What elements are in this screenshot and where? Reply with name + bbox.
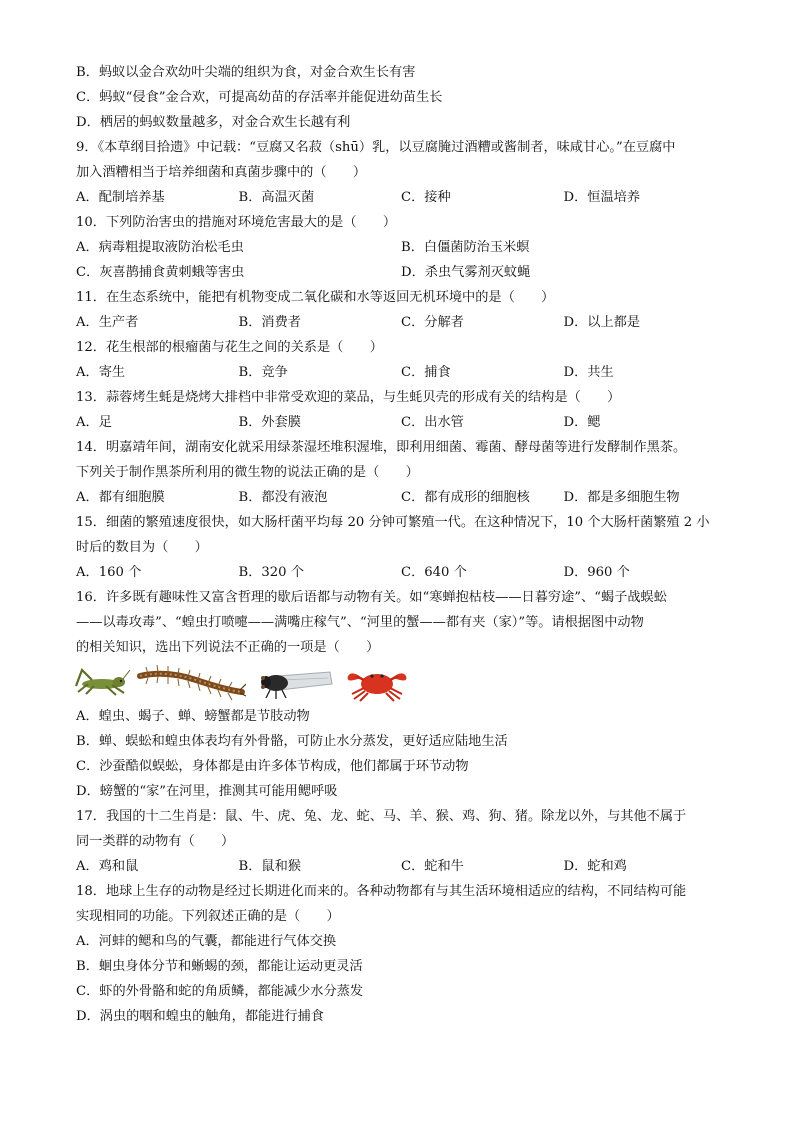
q12-options: [76, 360, 726, 385]
q11-option-d: D．以上都是: [563, 315, 641, 330]
q18-option-d: D．涡虫的咽和蝗虫的触角，都能进行捕食: [76, 1009, 324, 1024]
q15-option-d: D．960 个: [563, 565, 630, 580]
q16-animal-images: [76, 660, 726, 704]
q18-option-c: C．虾的外骨骼和蛇的角质鳞，都能减少水分蒸发: [76, 984, 364, 999]
q18-stem-line2: 实现相同的功能。下列叙述正确的是（ ）: [76, 909, 340, 924]
q17-stem-line1: 17．我国的十二生肖是：鼠、牛、虎、兔、龙、蛇、马、羊、猴、鸡、狗、猪。除龙以外，与其他不属于: [76, 809, 687, 824]
q11-options: [76, 310, 726, 335]
option-b: B．蚂蚁以金合欢幼叶尖端的组织为食，对金合欢生长有害: [76, 65, 416, 80]
q13-stem: 13．蒜蓉烤生蚝是烧烤大排档中非常受欢迎的菜品，与生蚝贝壳的形成有关的结构是（ ）: [76, 390, 621, 405]
q14-stem-line2: 下列关于制作黑茶所利用的微生物的说法正确的是（ ）: [76, 465, 419, 480]
q12-option-a: A．寄生: [76, 365, 126, 380]
q11-option-a: A．生产者: [76, 315, 139, 330]
q10-option-d: D．杀虫气雾剂灭蚊蝇: [401, 265, 531, 280]
q16-stem-line1: 16．许多既有趣味性又富含哲理的歇后语都与动物有关。如“寒蝉抱枯枝——日暮穷途”、“蝎子战蜈蚣: [76, 590, 667, 605]
q16-option-d: D．螃蟹的“家”在河里，推测其可能用鳃呼吸: [76, 784, 338, 799]
q16-option-c: C．沙蚕酷似蜈蚣，身体都是由许多体节构成，他们都属于环节动物: [76, 759, 469, 774]
q16-option-a: A．蝗虫、蝎子、蝉、螃蟹都是节肢动物: [76, 709, 310, 724]
q12-option-c: C．捕食: [401, 365, 451, 380]
q17-option-b: B．鼠和猴: [238, 859, 301, 874]
exam-page: [76, 60, 726, 1029]
q9-option-d: D．恒温培养: [563, 190, 641, 205]
option-c: C．蚂蚁“侵食”金合欢，可提高幼苗的存活率并能促进幼苗生长: [76, 90, 443, 105]
q18-option-b: B．蛔虫身体分节和蜥蜴的颈，都能让运动更灵活: [76, 959, 363, 974]
q10-stem: 10．下列防治害虫的措施对环境危害最大的是（ ）: [76, 215, 397, 230]
q13-options: [76, 410, 726, 435]
centipede-icon: [136, 662, 246, 702]
q17-option-d: D．蛇和鸡: [563, 859, 627, 874]
q14-stem-line1: 14．明嘉靖年间，湖南安化就采用绿茶湿坯堆积渥堆，即利用细菌、霉菌、酵母菌等进行发酵制作黑茶。: [76, 440, 687, 455]
q10-option-a: A．病毒粗提取液防治松毛虫: [76, 240, 244, 255]
q10-options-row2: [76, 260, 726, 285]
q11-option-b: B．消费者: [238, 315, 301, 330]
q10-options-row1: [76, 235, 726, 260]
grasshopper-icon: [72, 662, 132, 702]
q9-option-a: A．配制培养基: [76, 190, 165, 205]
q17-option-c: C．蛇和牛: [401, 859, 464, 874]
q9-option-b: B．高温灭菌: [238, 190, 315, 205]
q15-stem-line2: 时后的数目为（ ）: [76, 540, 208, 555]
q14-option-a: A．都有细胞膜: [76, 490, 165, 505]
q14-option-c: C．都有成形的细胞核: [401, 490, 530, 505]
q10-option-b: B．白僵菌防治玉米螟: [401, 240, 530, 255]
q17-options: [76, 854, 726, 879]
cicada-icon: [254, 662, 334, 702]
q15-stem-line1: 15．细菌的繁殖速度很快，如大肠杆菌平均每 20 分钟可繁殖一代。在这种情况下，10 个大肠杆菌繁殖 2 小: [76, 515, 710, 530]
q12-option-b: B．竞争: [238, 365, 288, 380]
q17-stem-line2: 同一类群的动物有（ ）: [76, 834, 235, 849]
q13-option-c: C．出水管: [401, 415, 464, 430]
q14-option-d: D．都是多细胞生物: [563, 490, 680, 505]
q16-option-b: B．蝉、蜈蚣和蝗虫体表均有外骨骼，可防止水分蒸发，更好适应陆地生活: [76, 734, 508, 749]
q18-stem-line1: 18．地球上生存的动物是经过长期进化而来的。各种动物都有与其生活环境相适应的结构，不同结构可能: [76, 884, 687, 899]
q13-option-a: A．足: [76, 415, 112, 430]
q13-option-b: B．外套膜: [238, 415, 301, 430]
q10-option-c: C．灰喜鹊捕食黄刺蛾等害虫: [76, 265, 245, 280]
q15-option-a: A．160 个: [76, 565, 142, 580]
q17-option-a: A．鸡和鼠: [76, 859, 139, 874]
q13-option-d: D．鳃: [563, 415, 601, 430]
crab-icon: [342, 662, 412, 702]
q12-option-d: D．共生: [563, 365, 614, 380]
q15-options: [76, 560, 726, 585]
q9-options: [76, 185, 726, 210]
q11-option-c: C．分解者: [401, 315, 464, 330]
option-d: D．栖居的蚂蚁数量越多，对金合欢生长越有利: [76, 115, 351, 130]
q14-options: [76, 485, 726, 510]
q15-option-b: B．320 个: [238, 565, 304, 580]
q9-option-c: C．接种: [401, 190, 451, 205]
q11-stem: 11．在生态系统中，能把有机物变成二氧化碳和水等返回无机环境中的是（ ）: [76, 290, 555, 305]
q9-stem-line1: 9．《本草纲目拾遗》中记载：“豆腐又名菽（shū）乳，以豆腐腌过酒糟或酱制者，味咸甘心。”在豆腐中: [76, 140, 676, 155]
q9-stem-line2: 加入酒糟相当于培养细菌和真菌步骤中的（ ）: [76, 165, 367, 180]
q14-option-b: B．都没有液泡: [238, 490, 328, 505]
q12-stem: 12．花生根部的根瘤菌与花生之间的关系是（ ）: [76, 340, 383, 355]
q18-option-a: A．河蚌的鳃和鸟的气囊，都能进行气体交换: [76, 934, 337, 949]
q16-stem-line2: ——以毒攻毒”、“蝗虫打喷嚏——满嘴庄稼气”、“河里的蟹——都有夹（家）”等。请根据图中动物: [76, 615, 644, 630]
q15-option-c: C．640 个: [401, 565, 467, 580]
q16-stem-line3: 的相关知识，选出下列说法不正确的一项是（ ）: [76, 640, 380, 655]
